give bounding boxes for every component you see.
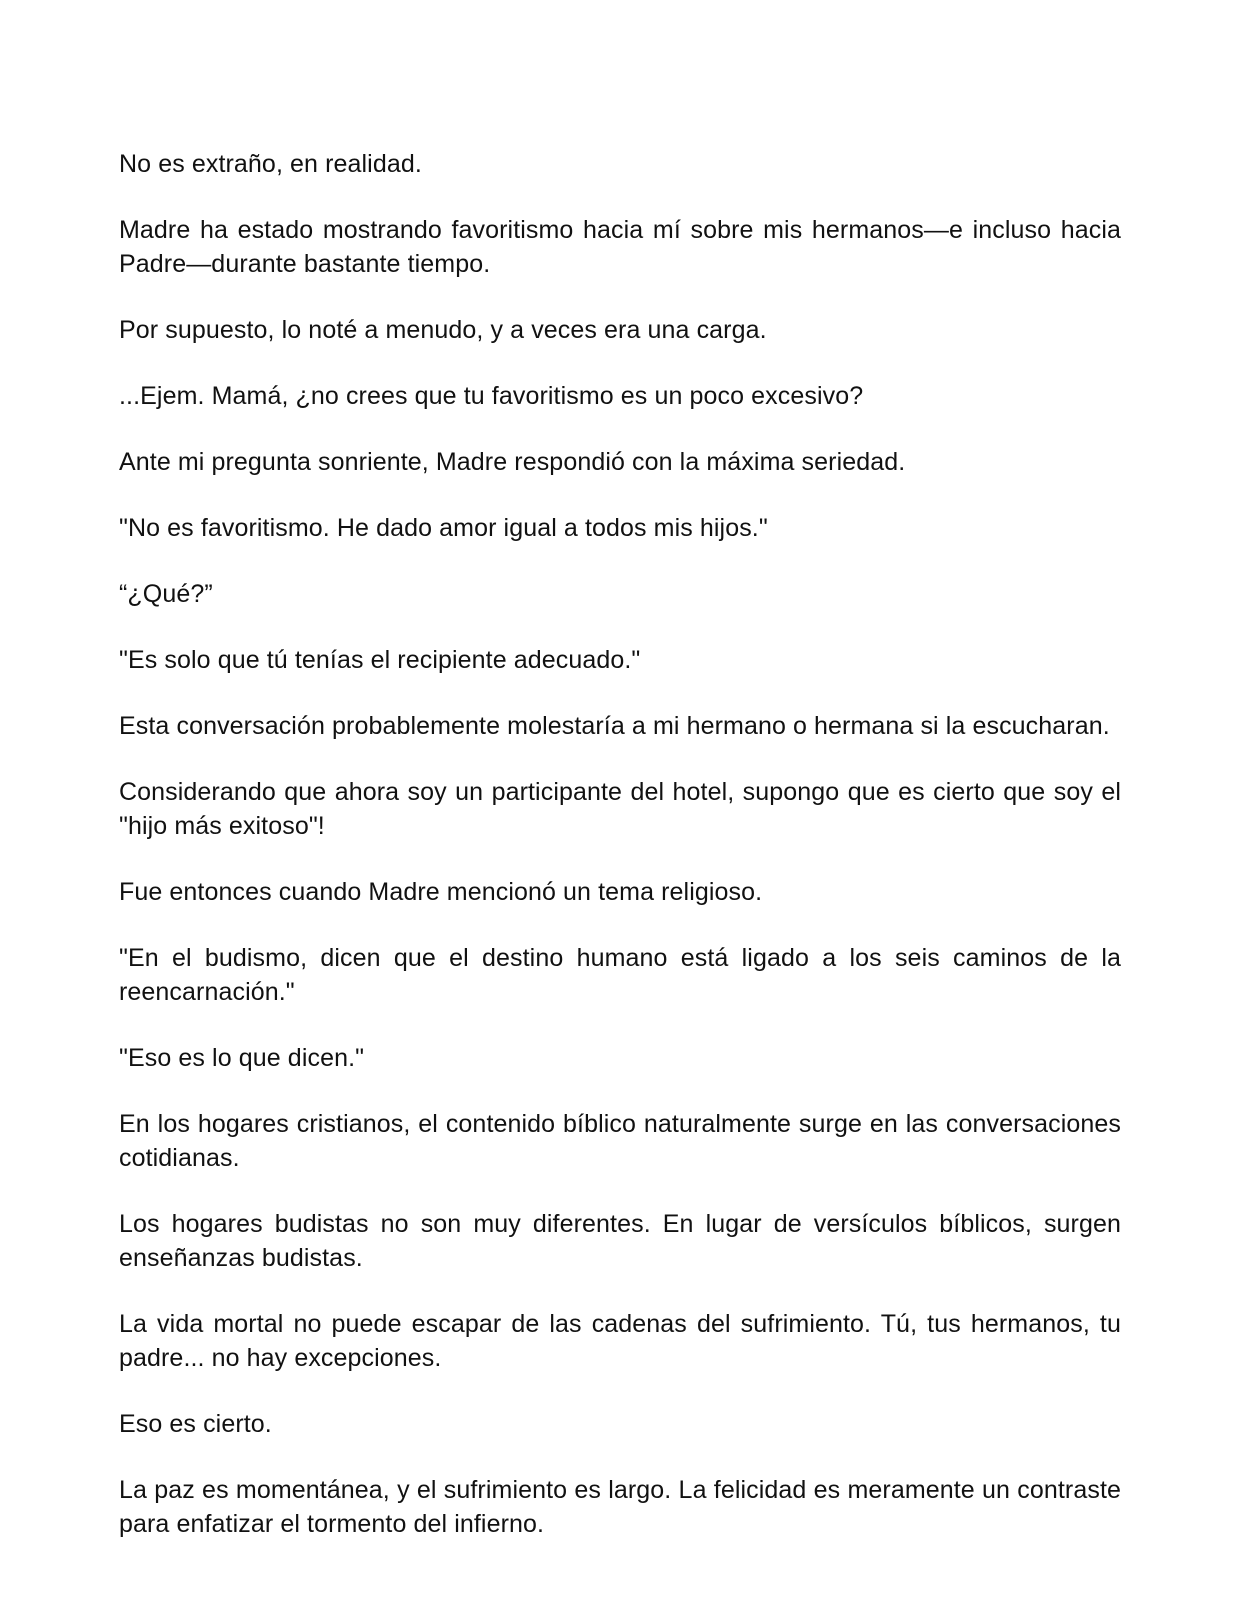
paragraph: La vida mortal no puede escapar de las cadenas del sufrimiento. Tú, tus hermanos, tu padre... no hay excepciones.: [119, 1310, 1121, 1372]
paragraph: Eso es cierto.: [119, 1410, 272, 1438]
paragraph: Considerando que ahora soy un participante del hotel, supongo que es cierto que soy el "hijo más exitoso"!: [119, 778, 1121, 840]
paragraph: Madre ha estado mostrando favoritismo hacia mí sobre mis hermanos—e incluso hacia Padre—durante bastante tiempo.: [119, 216, 1121, 278]
paragraph: La paz es momentánea, y el sufrimiento es largo. La felicidad es meramente un contraste para enfatizar el tormento del infierno.: [119, 1476, 1121, 1538]
paragraph: “¿Qué?”: [119, 580, 213, 608]
paragraph: Fue entonces cuando Madre mencionó un tema religioso.: [119, 878, 763, 906]
paragraph: Esta conversación probablemente molestaría a mi hermano o hermana si la escucharan.: [119, 712, 1110, 740]
paragraph: No es extraño, en realidad.: [119, 150, 422, 178]
paragraph: "En el budismo, dicen que el destino humano está ligado a los seis caminos de la reencarnación.": [119, 944, 1121, 1006]
paragraph: "Eso es lo que dicen.": [119, 1044, 365, 1072]
paragraph: "Es solo que tú tenías el recipiente adecuado.": [119, 646, 641, 674]
paragraph: En los hogares cristianos, el contenido bíblico naturalmente surge en las conversaciones cotidianas.: [119, 1110, 1121, 1172]
paragraph: "No es favoritismo. He dado amor igual a todos mis hijos.": [119, 514, 768, 542]
paragraph: Los hogares budistas no son muy diferentes. En lugar de versículos bíblicos, surgen enseñanzas budistas.: [119, 1210, 1121, 1272]
paragraph: Ante mi pregunta sonriente, Madre respondió con la máxima seriedad.: [119, 448, 906, 476]
paragraph: ...Ejem. Mamá, ¿no crees que tu favoritismo es un poco excesivo?: [119, 382, 864, 410]
paragraph: Por supuesto, lo noté a menudo, y a veces era una carga.: [119, 316, 767, 344]
document-body: [119, 147, 1121, 1573]
